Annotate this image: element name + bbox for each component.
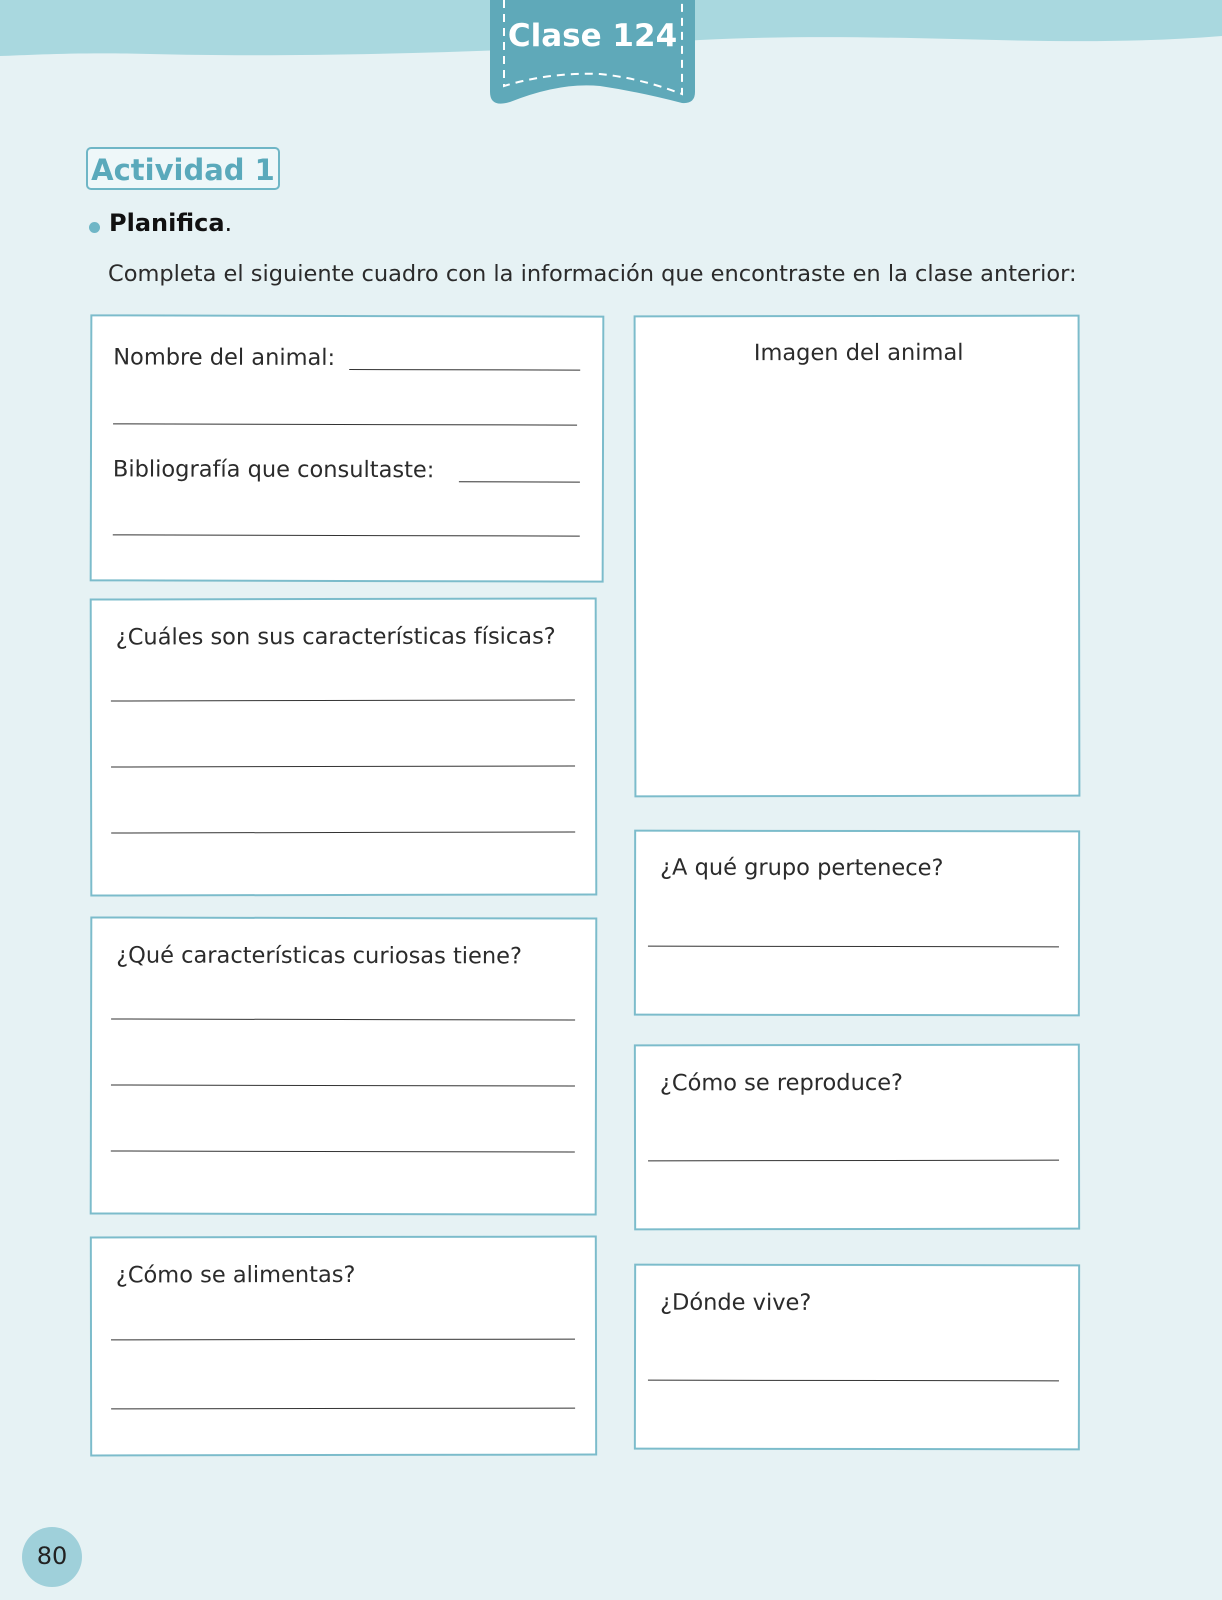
answer-line[interactable] xyxy=(111,1339,575,1341)
image-label: Imagen del animal xyxy=(753,339,964,367)
answer-line[interactable] xyxy=(111,700,575,702)
bibliography-label: Bibliografía que consultaste: xyxy=(112,456,435,484)
physical-question: ¿Cuáles son sus características físicas? xyxy=(115,623,556,651)
group-question: ¿A qué grupo pertenece? xyxy=(660,854,944,882)
habitat-question: ¿Dónde vive? xyxy=(660,1289,812,1316)
animal-name-line-2[interactable] xyxy=(113,423,577,425)
animal-name-label: Nombre del animal: xyxy=(113,344,336,371)
animal-name-line[interactable] xyxy=(349,369,580,371)
feeding-question: ¿Cómo se alimentas? xyxy=(115,1261,356,1289)
curious-box xyxy=(90,916,598,1215)
bibliography-line[interactable] xyxy=(459,481,580,482)
activity-label: Actividad 1 xyxy=(91,153,275,187)
image-box[interactable] xyxy=(634,315,1081,798)
group-box xyxy=(634,830,1080,1017)
curious-question: ¿Qué características curiosas tiene? xyxy=(116,942,522,970)
answer-line[interactable] xyxy=(111,832,575,834)
task-title-text: Planifica xyxy=(109,209,225,237)
answer-line[interactable] xyxy=(111,1085,575,1087)
physical-box xyxy=(90,597,598,896)
class-tab xyxy=(490,0,695,110)
instruction-text: Completa el siguiente cuadro con la información que encontraste en la clase anterior: xyxy=(108,261,1077,287)
task-title xyxy=(109,209,232,237)
reproduction-question: ¿Cómo se reproduce? xyxy=(659,1069,904,1097)
class-label: Clase 124 xyxy=(507,18,678,54)
answer-line[interactable] xyxy=(111,1019,575,1021)
bibliography-line-2[interactable] xyxy=(113,534,580,536)
bullet-icon xyxy=(89,222,100,233)
page-number: 80 xyxy=(36,1542,68,1570)
answer-line[interactable] xyxy=(111,1151,575,1153)
task-title-period: . xyxy=(224,209,233,237)
answer-line[interactable] xyxy=(648,946,1059,948)
activity-badge xyxy=(86,147,280,190)
answer-line[interactable] xyxy=(648,1380,1059,1382)
answer-line[interactable] xyxy=(111,766,575,768)
feeding-box xyxy=(90,1236,597,1457)
answer-line[interactable] xyxy=(648,1160,1059,1162)
reproduction-box xyxy=(634,1044,1080,1231)
identity-box xyxy=(90,314,605,582)
answer-line[interactable] xyxy=(111,1408,575,1410)
habitat-box xyxy=(634,1264,1080,1451)
page-number-badge xyxy=(22,1527,82,1587)
